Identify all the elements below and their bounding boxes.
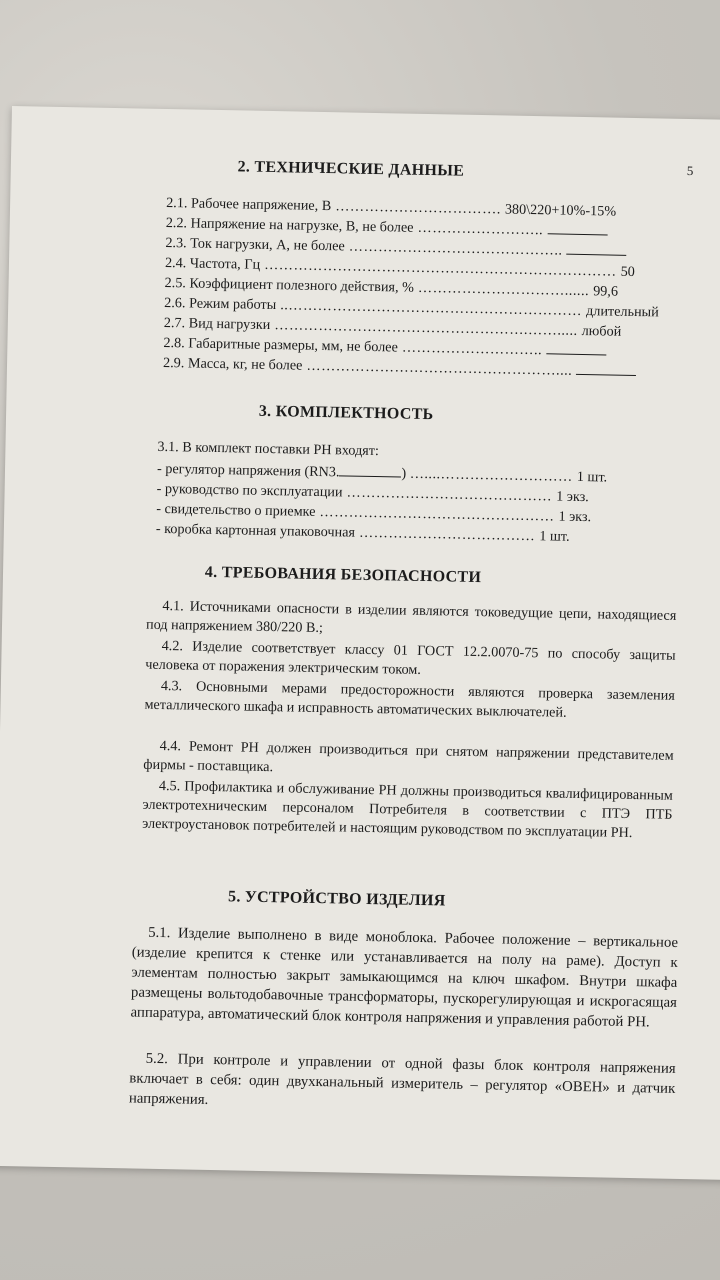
- kit-quantity: 1 экз.: [556, 488, 589, 506]
- spec-value: любой: [581, 322, 622, 340]
- spec-item: 2.2. Напряжение на нагрузке, В, не более ……………………..: [166, 213, 608, 241]
- page-number: 5: [686, 162, 694, 179]
- spec-item: 2.4. Частота, Гц ……………………………………………………………… 50: [164, 254, 635, 280]
- spec-item: 2.8. Габаритные размеры, мм, не более ………………………..: [163, 333, 606, 361]
- section-5-title: 5. УСТРОЙСТВО ИЗДЕЛИЯ: [227, 888, 446, 910]
- section-2-title: 2. ТЕХНИЧЕСКИЕ ДАННЫЕ: [237, 158, 465, 180]
- blank-field: [547, 221, 607, 235]
- blank-field: [546, 341, 606, 355]
- kit-quantity: 1 шт.: [539, 528, 570, 545]
- paragraph: 4.1. Источниками опасности в изделии являются токоведущие цепи, находящиеся под напряжением 380/220 В.;: [145, 597, 677, 637]
- paragraph: 5.1. Изделие выполнено в виде моноблока. Рабочее положение – вертикальное (изделие крепится к стенке или устанавливается на полу на раме). Доступ к элементам полностью закрыт замыкающимся на ключ шкафом. Внутри шкафа размещены вольтодобавочные трансформаторы, пускорегулирующая и искрогасящая аппаратура, автоматический блок контроля напряжения и управления работой РН.: [130, 924, 679, 1031]
- blank-field: [566, 242, 626, 256]
- kit-item: - коробка картонная упаковочная ……………………………… 1 шт.: [155, 520, 570, 545]
- section-4-title: 4. ТРЕБОВАНИЯ БЕЗОПАСНОСТИ: [204, 563, 482, 587]
- spec-value: 380\220+10%-15%: [504, 201, 617, 220]
- kit-quantity: 1 шт.: [576, 468, 608, 486]
- paragraph: 5.2. При контроле и управлении от одной фазы блок контроля напряжения включает в себя: один двухканальный измеритель – регулятор «ОВЕН» и датчик напряжения.: [128, 1050, 676, 1108]
- section-3-title: 3. КОМПЛЕКТНОСТЬ: [258, 402, 434, 424]
- section-3-intro: 3.1. В комплект поставки РН входят:: [157, 438, 380, 460]
- spec-item: 2.7. Вид нагрузки …………………………………………….……..... любой: [163, 314, 622, 340]
- kit-item: - регулятор напряжения (RN3. ) …....……………………… 1 шт.: [156, 460, 608, 486]
- spec-item: 2.3. Ток нагрузки, А, не более ……………………………………..: [165, 233, 627, 262]
- spec-value: 99,6: [593, 283, 619, 300]
- kit-item: - свидетельство о приемке ………………………………………… 1 экз.: [156, 500, 592, 526]
- spec-item: 2.9. Масса, кг, не более ……………………………………………....: [163, 353, 637, 382]
- paragraph: 4.4. Ремонт РН должен производиться при снятом напряжении представителем фирмы - поставщика.: [143, 737, 674, 776]
- kit-quantity: 1 экз.: [558, 508, 592, 526]
- blank-field: [576, 362, 636, 376]
- spec-item: 2.6. Режим работы ..…………………………………………………… длительный: [164, 294, 659, 321]
- spec-item: 2.5. Коэффициент полезного действия, % …………………………...... 99,6: [164, 274, 619, 300]
- spec-value: 50: [620, 263, 635, 280]
- kit-item: - руководство по эксплуатации …………………………………… 1 экз.: [156, 480, 589, 506]
- document-page: [0, 106, 720, 1180]
- paragraph: 4.5. Профилактика и обслуживание РН должны производиться квалифицированным электротехническим персоналом Потребителя в соответствии с ПТЭ ПТБ электроустановок потребителей и настоящим руководством по эксплуатации РН.: [142, 777, 674, 842]
- paragraph: 4.3. Основными мерами предосторожности являются проверка заземления металлического шкафа и исправность автоматических выключателей.: [144, 677, 675, 721]
- paragraph: 4.2. Изделие соответствует классу 01 ГОСТ 12.2.0070-75 по способу защиты человека от поражения электрическим током.: [145, 637, 676, 678]
- spec-item: 2.1. Рабочее напряжение, В ……………………………. 380\220+10%-15%: [166, 194, 617, 220]
- spec-value: длительный: [585, 303, 659, 321]
- blank-field: [339, 463, 401, 477]
